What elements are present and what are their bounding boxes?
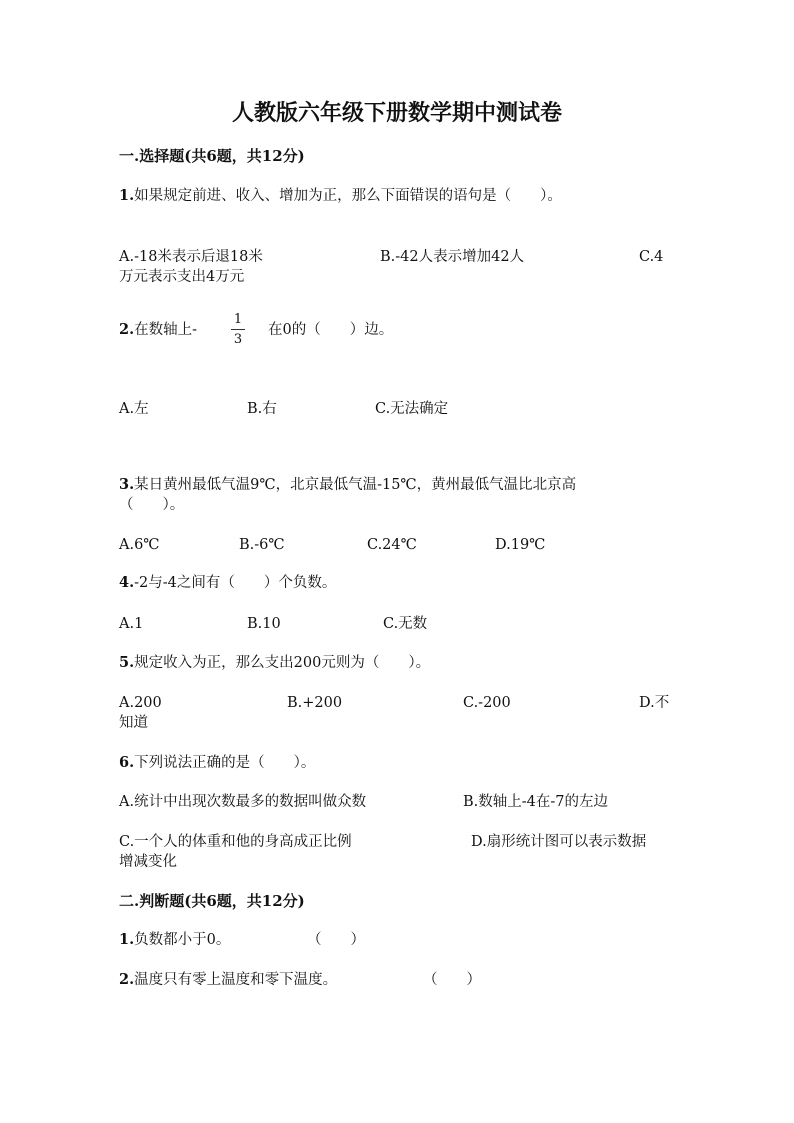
question-4	[119, 574, 336, 592]
option-a: A.-18米表示后退18米	[119, 249, 263, 265]
section-header-judge: 二.判断题(共6题，共12分)	[119, 892, 305, 910]
judge-question-1	[119, 931, 230, 949]
question-number: 5.	[119, 654, 135, 671]
option-c: C.-200	[463, 695, 511, 711]
question-3	[119, 476, 576, 494]
question-text: 规定收入为正，那么支出200元则为（ ）。	[134, 655, 431, 671]
option-d-wrap: 知道	[119, 715, 148, 731]
question-number: 2.	[119, 321, 135, 338]
fraction	[231, 313, 245, 347]
option-d: D.19℃	[495, 537, 546, 553]
question-number: 1.	[119, 187, 135, 204]
question-2-start	[119, 321, 197, 339]
answer-parentheses: （ ）	[423, 972, 481, 988]
option-c: C.24℃	[367, 537, 417, 553]
question-text: 负数都小于0。	[134, 932, 231, 948]
fraction-denominator: 3	[233, 332, 243, 347]
option-a: A.200	[119, 695, 162, 711]
option-a: A.1	[119, 616, 144, 632]
option-b: B.数轴上-4在-7的左边	[463, 794, 609, 810]
option-d-wrap: 增减变化	[119, 854, 177, 870]
option-c-wrap: 万元表示支出4万元	[119, 269, 245, 285]
section-header-choice: 一.选择题(共6题，共12分)	[119, 147, 305, 165]
option-a: A.6℃	[119, 537, 160, 553]
option-b: B.-6℃	[239, 537, 285, 553]
question-text: 温度只有零上温度和零下温度。	[134, 972, 338, 988]
option-d: D.不	[639, 695, 670, 711]
question-text: 如果规定前进、收入、增加为正，那么下面错误的语句是（ ）。	[134, 188, 562, 204]
option-b: B.右	[247, 401, 277, 417]
option-d: D.扇形统计图可以表示数据	[471, 834, 647, 850]
option-c: C.无数	[383, 616, 428, 632]
question-number: 6.	[119, 754, 135, 771]
question-text: 下列说法正确的是（ ）。	[134, 755, 316, 771]
question-number: 3.	[119, 476, 135, 493]
fraction-numerator: 1	[233, 312, 243, 327]
fraction-bar	[231, 329, 245, 330]
question-2-end: 在0的（ ）边。	[268, 322, 394, 338]
option-c: C.无法确定	[375, 401, 449, 417]
question-text: 在数轴上-	[134, 322, 198, 338]
question-6	[119, 754, 315, 772]
question-number: 4.	[119, 574, 135, 591]
option-a: A.统计中出现次数最多的数据叫做众数	[119, 794, 367, 810]
judge-question-2	[119, 971, 337, 989]
question-1	[119, 187, 562, 205]
question-3-wrap: （ ）。	[119, 497, 185, 513]
option-b: B.10	[247, 616, 281, 632]
option-c: C.4	[639, 249, 664, 265]
page-title: 人教版六年级下册数学期中测试卷	[231, 100, 562, 126]
option-c: C.一个人的体重和他的身高成正比例	[119, 834, 352, 850]
option-a: A.左	[119, 401, 149, 417]
option-b: B.+200	[287, 695, 343, 711]
question-text: 某日黄州最低气温9℃，北京最低气温-15℃，黄州最低气温比北京高	[134, 477, 577, 493]
answer-parentheses: （ ）	[307, 932, 365, 948]
question-number: 1.	[119, 931, 135, 948]
option-b: B.-42人表示增加42人	[380, 249, 525, 265]
question-number: 2.	[119, 971, 135, 988]
question-5	[119, 654, 430, 672]
question-text: -2与-4之间有（ ）个负数。	[134, 575, 337, 591]
